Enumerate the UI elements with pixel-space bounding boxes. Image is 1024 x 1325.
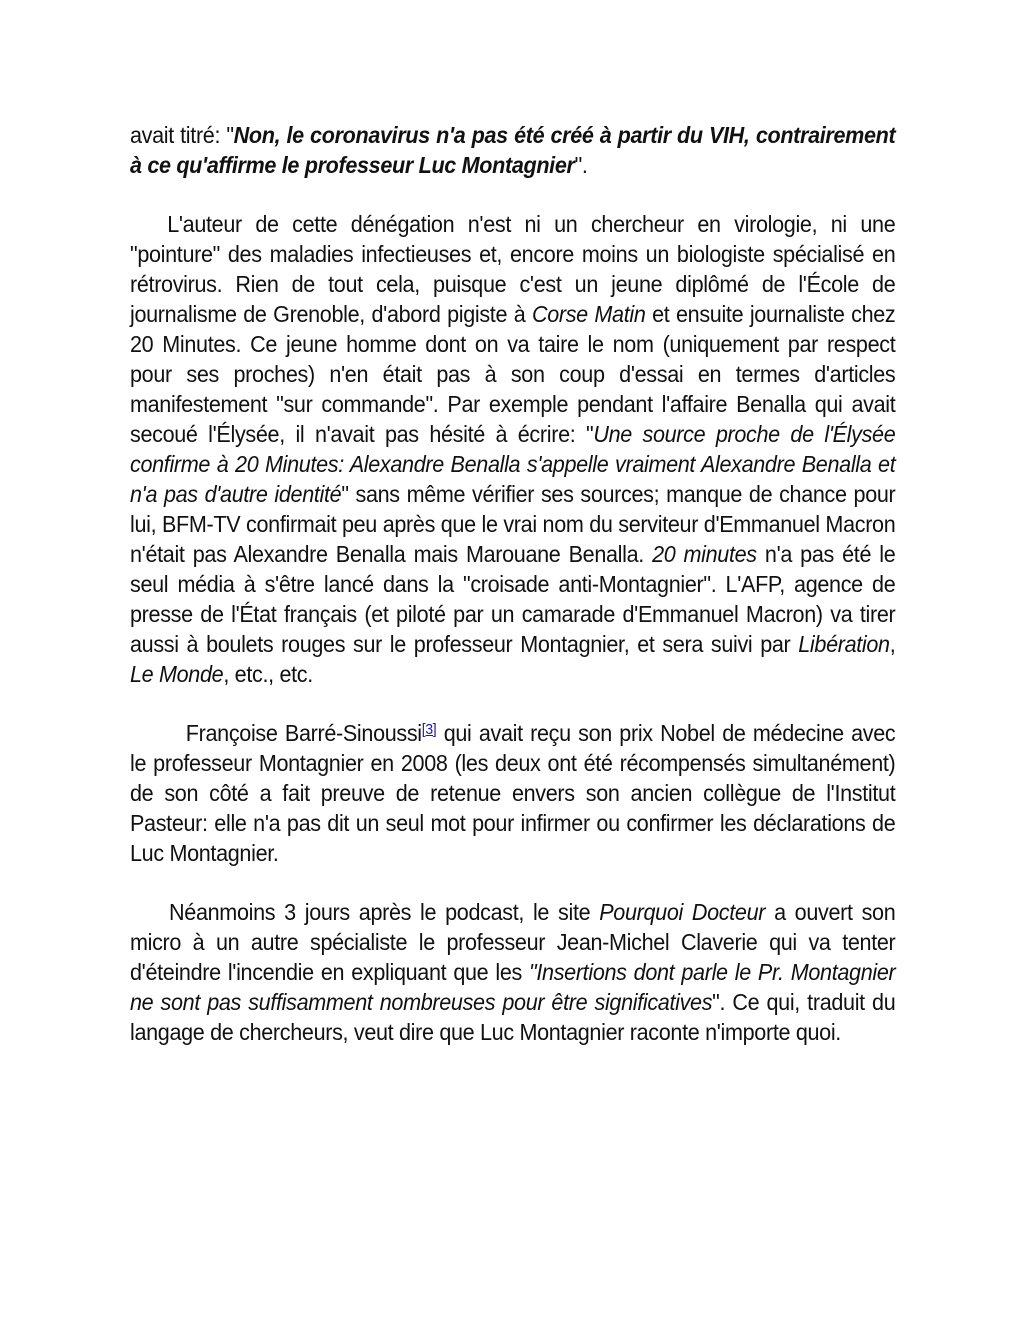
text-run: a ouvert son micro à un autre spécialiste le professeur Jean-Michel Claverie qui va tenter d'éteindre l'incendie en expliquant que les xyxy=(130,899,896,985)
publication-name-corse-matin: Corse Matin xyxy=(531,301,646,327)
paragraph-barre-sinoussi xyxy=(130,718,895,868)
publication-name-le-monde: Le Monde xyxy=(130,661,224,687)
text-run: et ensuite journaliste chez 20 Minutes. Ce jeune homme dont on va taire le nom (uniquement par respect pour ses proches) n'en était pas à son coup d'essai en termes d'articles manifestement "sur commande". Par exemple pendant l'affaire Benalla qui avait secoué l'Élysée, il n'avait pas hésité à écrire: " xyxy=(130,301,896,447)
text-run: " sans même vérifier ses sources; manque de chance pour lui, BFM-TV confirmait peu après que le vrai nom du serviteur d'Emmanuel Macron n'était pas Alexandre Benalla mais Marouane Benalla. xyxy=(130,481,896,567)
publication-name-liberation: Libération xyxy=(798,631,890,657)
text-run: avait titré: " xyxy=(130,122,234,148)
text-run: Françoise Barré-Sinoussi xyxy=(185,720,422,746)
text-run: ". Ce qui, traduit du langage de chercheurs, veut dire que Luc Montagnier raconte n'importe quoi. xyxy=(130,989,896,1045)
text-run: ". xyxy=(574,152,588,178)
text-run: n'a pas été le seul média à s'être lancé dans la "croisade anti-Montagnier". L'AFP, agence de presse de l'État français (et piloté par un camarade d'Emmanuel Macron) va tirer aussi à boulets rouges sur le professeur Montagnier, et sera suivi par xyxy=(130,541,896,657)
document-page xyxy=(130,120,895,1047)
text-run: , xyxy=(889,631,896,657)
publication-name-20-minutes: 20 minutes xyxy=(652,541,757,567)
paragraph-claverie xyxy=(130,897,895,1047)
text-run: L'auteur de cette dénégation n'est ni un chercheur en virologie, ni une "pointure" des maladies infectieuses et, encore moins un biologiste spécialisé en rétrovirus. Rien de tout cela, puisque c'est un jeune diplômé de l'École de journalisme de Grenoble, d'abord pigiste à xyxy=(130,211,896,327)
quoted-claverie-statement: "Insertions dont parle le Pr. Montagnier ne sont pas suffisamment nombreuses pour être significatives xyxy=(130,959,896,1015)
paragraph-author-denial xyxy=(130,209,895,689)
quoted-benalla-statement: Une source proche de l'Élysée confirme à 20 Minutes: Alexandre Benalla s'appelle vraiment Alexandre Benalla et n'a pas d'autre identité xyxy=(130,421,896,507)
text-run: qui avait reçu son prix Nobel de médecine avec le professeur Montagnier en 2008 (les deux ont été récompensés simultanément) de son côté a fait preuve de retenue envers son ancien collègue de l'Institut Pasteur: elle n'a pas dit un seul mot pour infirmer ou confirmer les déclarations de Luc Montagnier. xyxy=(130,720,896,866)
paragraph-title-quote xyxy=(130,120,895,180)
publication-name-pourquoi-docteur: Pourquoi Docteur xyxy=(599,899,766,925)
text-run: , etc., etc. xyxy=(223,661,313,687)
quoted-headline: Non, le coronavirus n'a pas été créé à partir du VIH, contrairement à ce qu'affirme le professeur Luc Montagnier xyxy=(130,122,896,178)
footnote-link[interactable]: [3] xyxy=(421,721,437,738)
text-run: Néanmoins 3 jours après le podcast, le site xyxy=(169,899,600,925)
